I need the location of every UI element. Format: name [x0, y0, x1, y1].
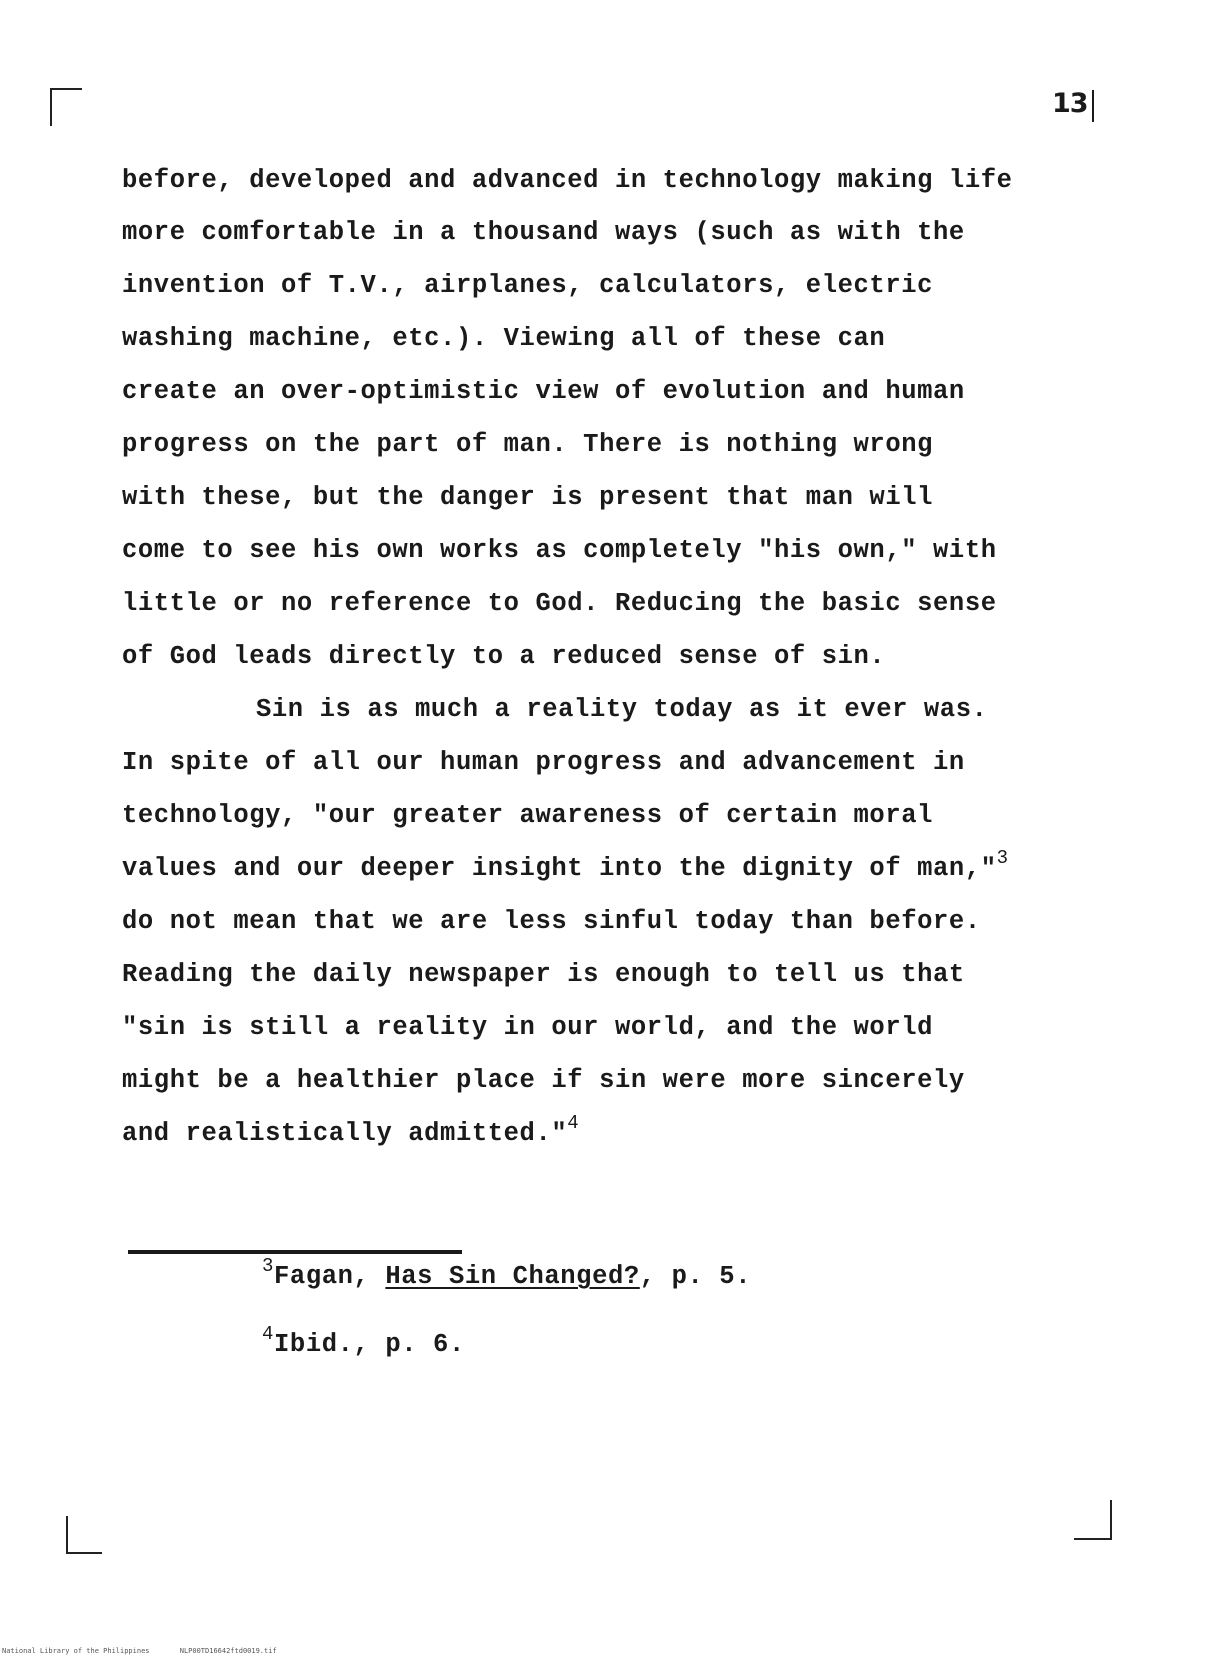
crop-mark-bottom-right — [1074, 1500, 1112, 1540]
body-line: create an over-optimistic view of evolution and human — [122, 377, 965, 406]
body-line-text: values and our deeper insight into the dignity of man," — [122, 854, 997, 883]
footnote-author: Fagan, — [274, 1262, 386, 1291]
body-line: with these, but the danger is present that man will — [122, 483, 934, 512]
crop-mark-bottom-left — [66, 1516, 102, 1554]
body-line: come to see his own works as completely "his own," with — [122, 536, 997, 565]
scan-footer — [2, 1647, 303, 1655]
footnote-number: 3 — [262, 1255, 275, 1277]
body-line: little or no reference to God. Reducing the basic sense — [122, 589, 997, 618]
body-line: In spite of all our human progress and advancement in — [122, 748, 965, 777]
body-line: progress on the part of man. There is nothing wrong — [122, 430, 934, 459]
body-line: washing machine, etc.). Viewing all of these can — [122, 324, 886, 353]
body-line: technology, "our greater awareness of certain moral — [122, 801, 934, 830]
footnote-title: Has Sin Changed? — [385, 1262, 640, 1291]
crop-mark-top-left — [50, 88, 82, 126]
footnote-text: Ibid., p. 6. — [274, 1330, 465, 1359]
body-line: do not mean that we are less sinful today than before. — [122, 907, 981, 936]
paragraph-start-line: Sin is as much a reality today as it ever was. — [256, 695, 988, 724]
footnote-3 — [262, 1255, 752, 1293]
footnote-ref-4: 4 — [567, 1112, 580, 1134]
body-line: invention of T.V., airplanes, calculators, electric — [122, 271, 934, 300]
page-number: 13 — [1052, 88, 1088, 119]
body-line: Reading the daily newspaper is enough to tell us that — [122, 960, 965, 989]
body-line: of God leads directly to a reduced sense of sin. — [122, 642, 886, 671]
footer-file: NLP00TD16642ftd0019.tif — [179, 1647, 277, 1655]
body-line: before, developed and advanced in technology making life — [122, 166, 1013, 195]
footnote-page: , p. 5. — [639, 1262, 752, 1291]
body-line: might be a healthier place if sin were more sincerely — [122, 1066, 965, 1095]
footnote-number: 4 — [262, 1323, 275, 1345]
footnote-ref-3: 3 — [996, 847, 1009, 869]
footnote-separator — [128, 1250, 462, 1254]
body-line: "sin is still a reality in our world, and the world — [122, 1013, 934, 1042]
body-line-text: and realistically admitted." — [122, 1119, 568, 1148]
footnote-4 — [262, 1323, 465, 1361]
footer-library: National Library of the Philippines — [2, 1647, 150, 1655]
body-line: more comfortable in a thousand ways (such as with the — [122, 218, 965, 247]
body-line-with-ref — [122, 847, 1009, 885]
body-line-with-ref — [122, 1112, 580, 1150]
